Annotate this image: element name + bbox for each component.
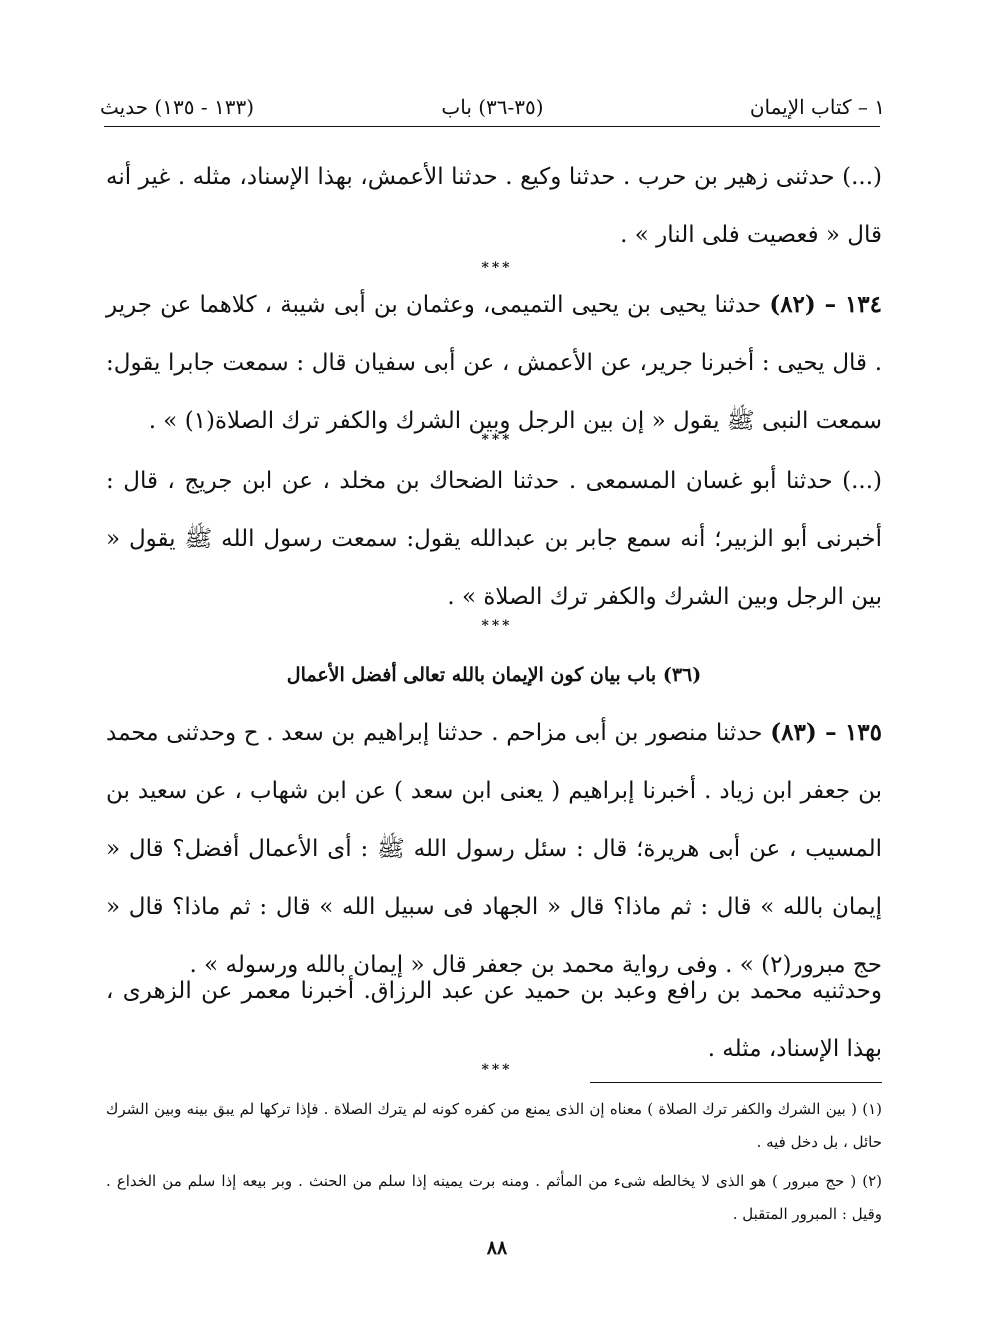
hadith-text: (...) حدثنى زهير بن حرب . حدثنا وكيع . حدثنا الأعمش، بهذا الإسناد، مثله . غير أنه قال « فعصيت فلى النار » .: [106, 164, 882, 248]
footnote-1: (١) ( بين الشرك والكفر ترك الصلاة ) معناه إن الذى يمنع من كفره كونه لم يترك الصلاة . فإذا تركها لم يبق بينه وبين الشرك حائل ، بل دخل فيه .: [106, 1100, 882, 1151]
hadith-text: وحدثنيه محمد بن رافع وعبد بن حميد عن عبد الرزاق. أخبرنا معمر عن الزهرى ، بهذا الإسناد، مثله .: [106, 978, 882, 1062]
hadith-text: (...) حدثنا أبو غسان المسمعى . حدثنا الضحاك بن مخلد ، عن ابن جريج ، قال : أخبرنى أبو الزبير؛ أنه سمع جابر بن عبدالله يقول: سمعت رسول الله ﷺ يقول « بين الرجل وبين الشرك والكفر ترك الصلاة » .: [106, 468, 882, 610]
running-header: [100, 90, 885, 124]
hadith-paragraph-134b: [106, 452, 882, 626]
section-separator: ***: [481, 432, 513, 448]
section-separator: ***: [481, 260, 513, 276]
hadith-paragraph-133: [106, 148, 882, 264]
hadith-paragraph-135: [106, 704, 882, 994]
section-separator: ***: [481, 618, 513, 634]
header-rule: [104, 126, 880, 127]
header-hadith-range: (١٣٣ - ١٣٥) حديث: [100, 95, 254, 119]
hadith-paragraph-134: [106, 276, 882, 450]
hadith-number: ١٣٤ – (٨٢): [769, 291, 882, 318]
header-chapter-range: (٣٥-٣٦) باب: [441, 95, 544, 119]
header-book-title: ١ – كتاب الإيمان: [749, 95, 885, 119]
footnote-rule: [590, 1082, 882, 1083]
footnotes: [106, 1093, 882, 1237]
hadith-paragraph-135b: [106, 962, 882, 1078]
hadith-text: حدثنا منصور بن أبى مزاحم . حدثنا إبراهيم بن سعد . ح وحدثنى محمد بن جعفر ابن زياد . أخبرنا إبراهيم ( يعنى ابن سعد ) عن ابن شهاب ، عن سعيد بن المسيب ، عن أبى هريرة؛ قال : سئل رسول الله ﷺ : أى الأعمال أفضل؟ قال « إيمان بالله » قال : ثم ماذا؟ قال « الجهاد فى سبيل الله » قال : ثم ماذا؟ قال « حج مبرور(٢) » . وفى رواية محمد بن جعفر قال « إيمان بالله ورسوله » .: [106, 720, 882, 978]
hadith-text: حدثنا يحيى بن يحيى التميمى، وعثمان بن أبى شيبة ، كلاهما عن جرير . قال يحيى : أخبرنا جرير، عن الأعمش ، عن أبى سفيان قال : سمعت جابرا يقول: سمعت النبى ﷺ يقول « إن بين الرجل وبين الشرك والكفر ترك الصلاة(١) » .: [106, 292, 882, 434]
chapter-heading: (٣٦) باب بيان كون الإيمان بالله تعالى أفضل الأعمال: [286, 664, 702, 686]
section-separator: ***: [481, 1062, 513, 1078]
footnote-2: (٢) ( حج مبرور ) هو الذى لا يخالطه شىء من المأثم . ومنه برت يمينه إذا سلم من الحنث . وبر بيعه إذا سلم من الخداع . وقيل : المبرور المتقبل .: [106, 1172, 882, 1223]
hadith-number: ١٣٥ – (٨٣): [770, 719, 883, 746]
page-number: ٨٨: [486, 1237, 508, 1259]
